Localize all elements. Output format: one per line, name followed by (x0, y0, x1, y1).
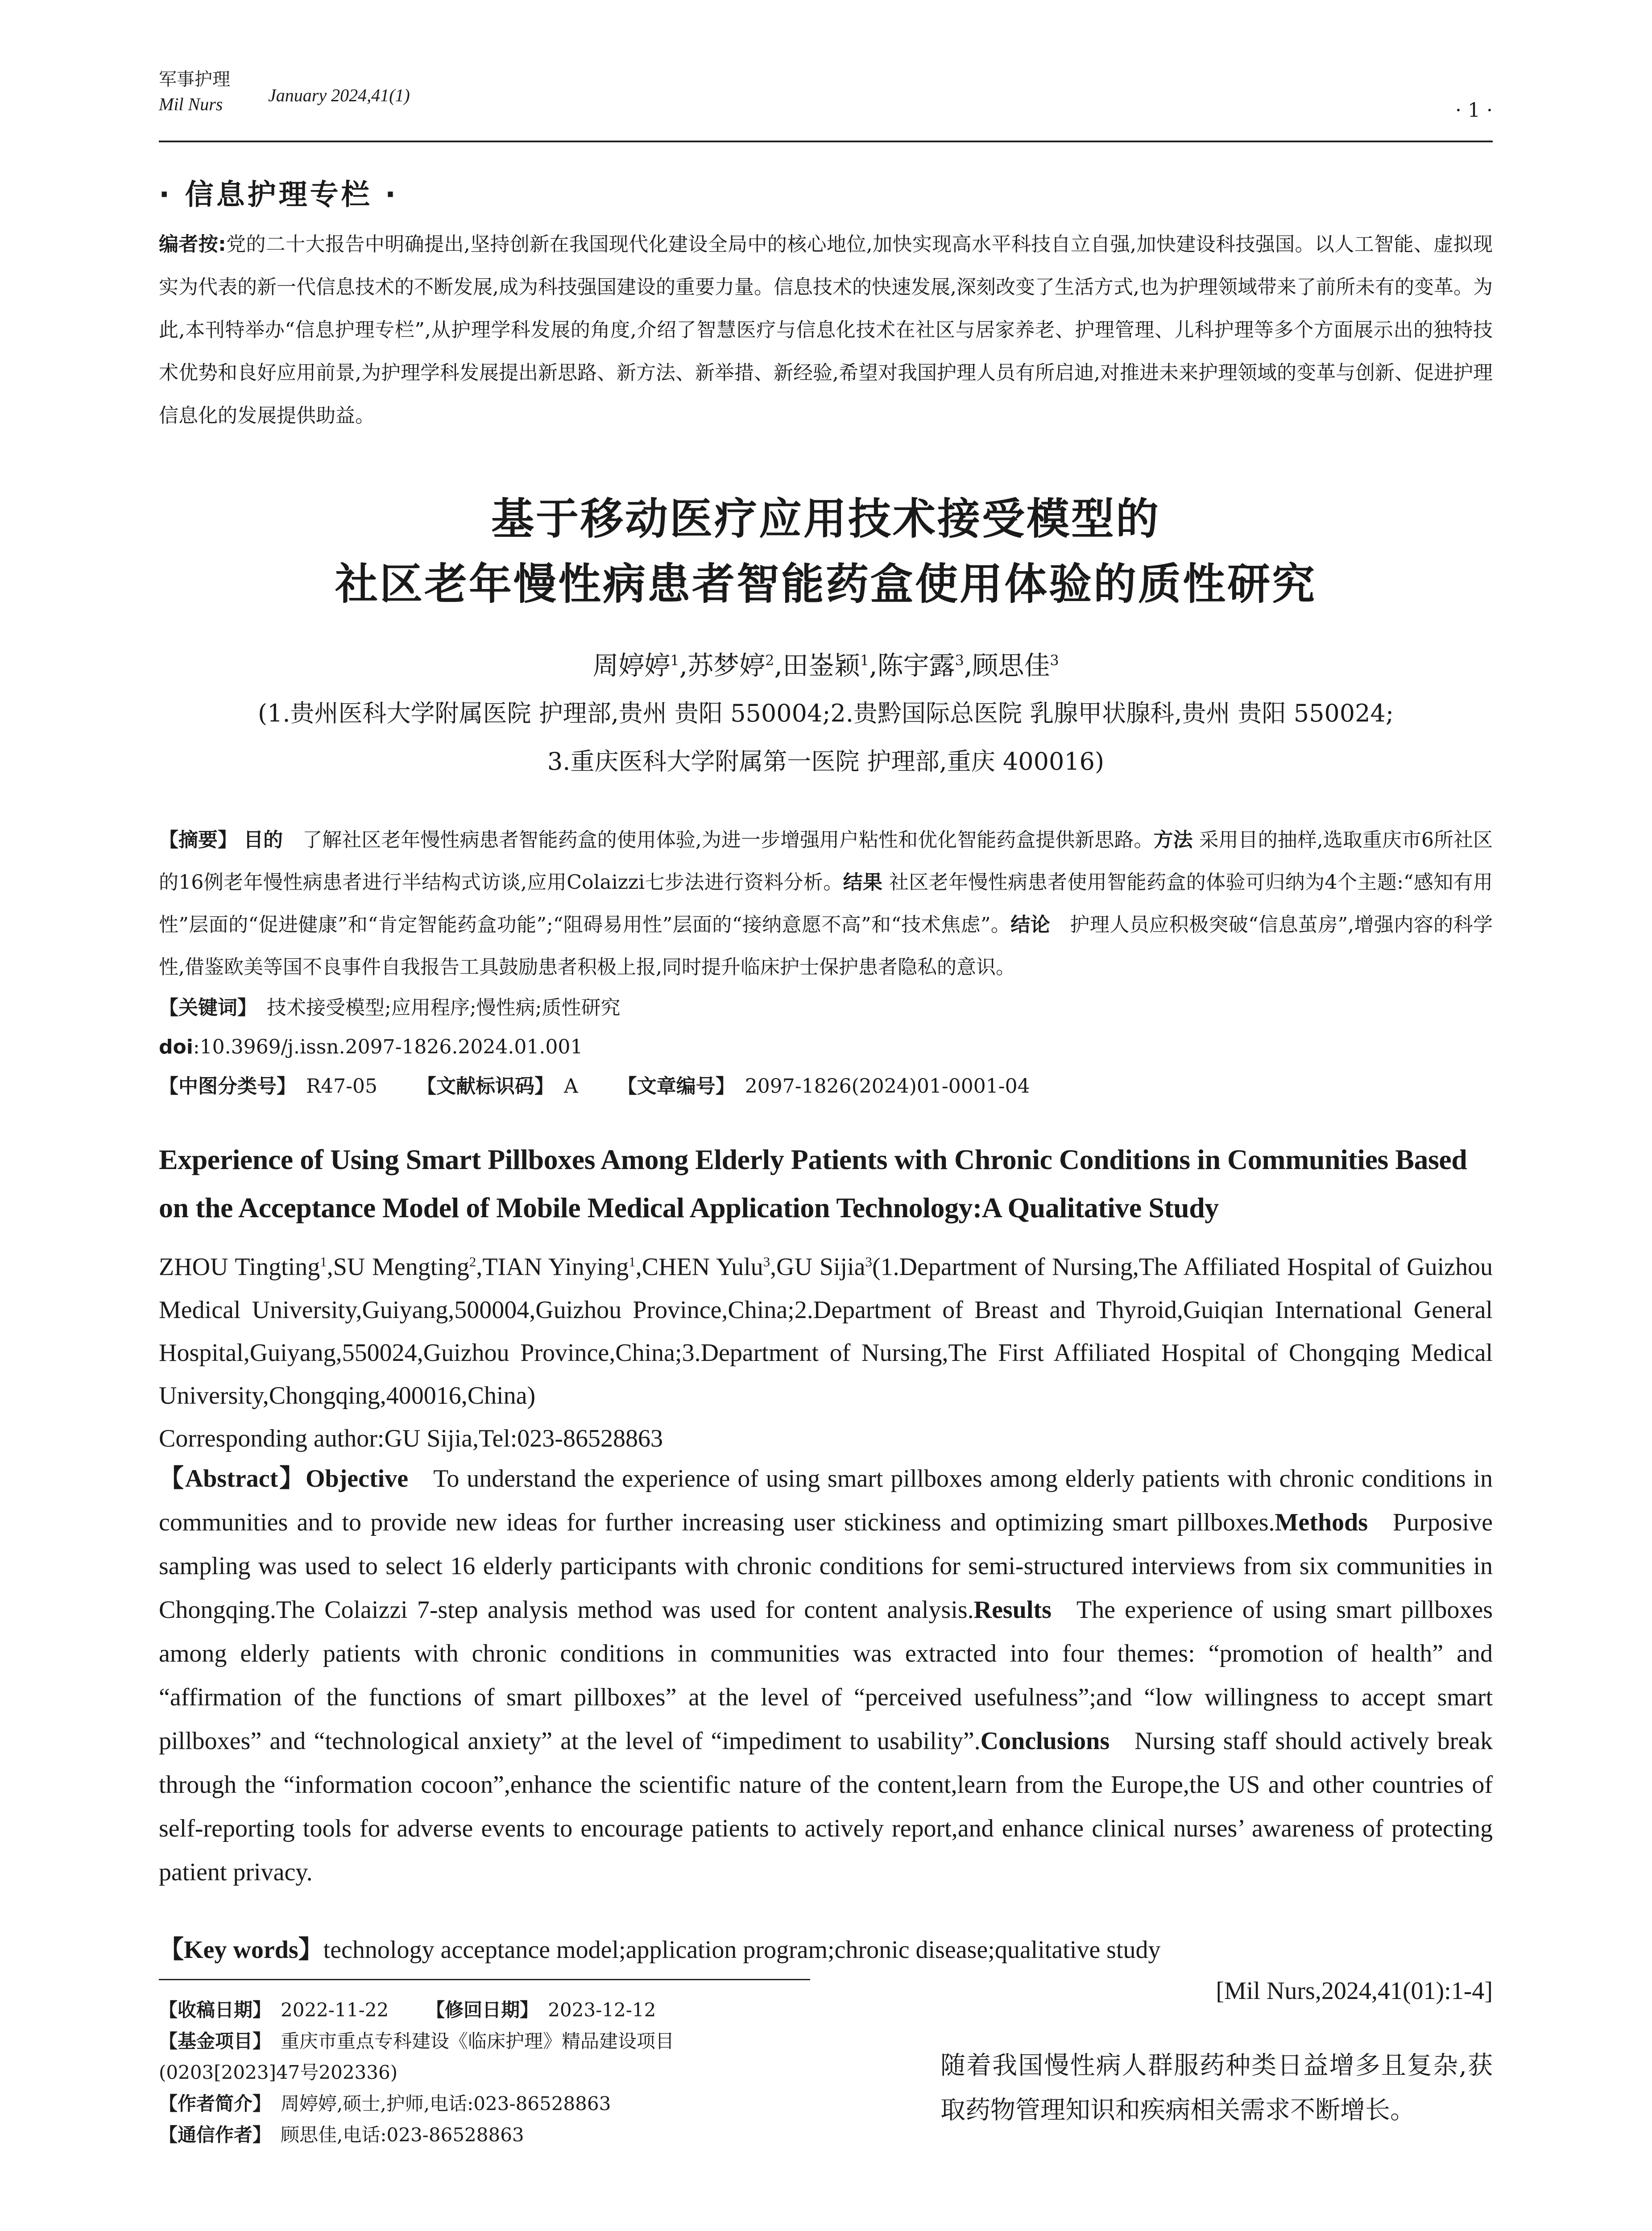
title-cn-line2: 社区老年慢性病患者智能药盒使用体验的质性研究 (335, 559, 1317, 609)
affiliations-cn (159, 689, 1493, 786)
author: 田崟颖 (782, 650, 860, 681)
affiliation-line1: (1.贵州医科大学附属医院 护理部,贵州 贵阳 550004;2.贵黔国际总医院 乳腺甲状腺科,贵州 贵阳 550024; (257, 699, 1394, 727)
author-en: CHEN Yulu (642, 1253, 763, 1281)
keywords-cn (159, 995, 1493, 1021)
methods-text: 采用目的抽样,选取重庆市6所社区的16例老年慢性病患者进行半结构式访谈,应用Colaizzi七步法进行资料分析。 (159, 829, 1493, 894)
objective-en-text: To understand the experience of using smart pillboxes among elderly patients with chronic conditions in communities and to provide new ideas for further increasing user stickiness and optimizing smart pillboxes. (159, 1465, 1493, 1536)
page-number: · 1 · (1455, 99, 1493, 122)
conclusion-text: 护理人员应积极突破“信息茧房”,增强内容的科学性,借鉴欧美等国不良事件自我报告工具鼓励患者积极上报,同时提升临床护士保护患者隐私的意识。 (159, 913, 1493, 979)
footnote-rule (159, 1979, 810, 1980)
clc-tag: 【中图分类号】 (159, 1075, 296, 1098)
results-text: 社区老年慢性病患者使用智能药盒的体验可归纳为4个主题:“感知有用性”层面的“促进健康”和“肯定智能药盒功能”;“阻碍易用性”层面的“接纳意愿不高”和“技术焦虑”。 (159, 871, 1493, 936)
revised-date: 【修回日期】 (426, 1999, 539, 2021)
author-en: TIAN Yinying (482, 1253, 629, 1281)
results-en-label: Results (973, 1596, 1052, 1624)
column-heading: · 信息护理专栏 · (159, 178, 399, 211)
corresponding-author-en: Corresponding author:GU Sijia,Tel:023-86528863 (159, 1424, 663, 1452)
author: 陈宇露 (877, 650, 955, 681)
keywords-tag: 【关键词】 (159, 996, 257, 1019)
abstract-cn (159, 819, 1493, 1100)
doi-text: :10.3969/j.issn.2097-1826.2024.01.001 (193, 1036, 583, 1058)
journal-name (159, 67, 230, 117)
body-text (890, 2044, 1493, 2133)
corresponding-author: 【通信作者】 顾思佳,电话:023-86528863 (159, 2124, 524, 2146)
abstract-cn-body (159, 819, 1493, 988)
doi-label: doi (159, 1036, 193, 1058)
keywords-en (159, 1932, 1493, 1968)
authors-en: ZHOU Tingting$^1$,SU Mengting$^2$,TIAN Yinying$^1$,CHEN Yulu$^3$,GU Sijia$^3$(1.Department of Nursing,The Affiliated Hospital of Guizhou Medical University,Guiyang,500004,Guizhou Province,China;2.Department of Breast and Thyroid,Guiqian International General Hospital,Guiyang,550024,Guizhou Province,China;3.Department of Nursing,The First Affiliated Hospital of Chongqing Medical University,Chongqing,400016,China) Corresponding author:GU Sijia,Tel:023-86528863 (159, 1240, 1493, 1460)
classification (159, 1073, 1493, 1100)
issue-info: January 2024,41(1) (268, 85, 410, 105)
conclusion-label: 结论 (1010, 913, 1051, 936)
objective-text: 了解社区老年慢性病患者智能药盒的使用体验,为进一步增强用户粘性和优化智能药盒提供新思路。 (302, 829, 1154, 851)
affiliation-line2: 3.重庆医科大学附属第一医院 护理部,重庆 400016) (547, 747, 1105, 775)
journal-name-cn: 军事护理 (159, 69, 230, 90)
author: 周婷婷 (592, 650, 671, 681)
author-en: SU Mengting (333, 1253, 469, 1281)
keywords-text: 技术接受模型;应用程序;慢性病;质性研究 (267, 996, 621, 1019)
results-en-text: The experience of using smart pillboxes among elderly patients with chronic conditions in communities was extracted into four themes: “promotion of health” and “affirmation of the functions of smart pillboxes” at the level of “perceived usefulness”;and “low willingness to accept smart pillboxes” and “technological anxiety” at the level of “impediment to usability”. (159, 1596, 1493, 1755)
keywords-en-tag: 【Key words】 (159, 1936, 323, 1964)
received-date: 【收稿日期】 2022-11-22 【修回日期】 2023-12-12 (159, 1999, 656, 2021)
article-no-tag: 【文章编号】 (617, 1075, 735, 1098)
author-bio: 【作者简介】 周婷婷,硕士,护师,电话:023-86528863 (159, 2093, 611, 2115)
editor-note-label: 编者按: (159, 233, 226, 256)
editor-note (159, 223, 1493, 437)
methods-en-label: Methods (1275, 1509, 1368, 1536)
abstract-en-tag: 【Abstract】 (159, 1465, 306, 1493)
author: 顾思佳 (972, 650, 1050, 681)
editor-note-text: 党的二十大报告中明确提出,坚持创新在我国现代化建设全局中的核心地位,加快实现高水平科技自立自强,加快建设科技强国。以人工智能、虚拟现实为代表的新一代信息技术的不断发展,成为科技强国建设的重要力量。信息技术的快速发展,深刻改变了生活方式,也为护理领域带来了前所未有的变革。为此,本刊特举办“信息护理专栏”,从护理学科发展的角度,介绍了智慧医疗与信息化技术在社区与居家养老、护理管理、儿科护理等多个方面展示出的独特技术优势和良好应用前景,为护理学科发展提出新思路、新方法、新举措、新经验,希望对我国护理人员有所启迪,对推进未来护理领域的变革与创新、促进护理信息化的发展提供助益。 (159, 233, 1493, 427)
objective-en-label: Objective (305, 1465, 409, 1493)
journal-page (159, 0, 1493, 2231)
keywords-en-text: technology acceptance model;application program;chronic disease;qualitative study (323, 1936, 1161, 1964)
authors-cn: 周婷婷$^1$,苏梦婷$^2$,田崟颖$^1$,陈宇露$^3$,顾思佳$^3$ (592, 650, 1059, 681)
objective-label: 目的 (244, 829, 283, 851)
doi (159, 1034, 1493, 1061)
article-title-en: Experience of Using Smart Pillboxes Among Elderly Patients with Chronic Conditions in Communities Based on the Acceptance Model of Mobile Medical Application Technology:A Qualitative Study (159, 1144, 1467, 1223)
abstract-tag: 【摘要】 (159, 829, 238, 851)
author-en: ZHOU Tingting (159, 1253, 320, 1281)
article-no-value: 2097-1826(2024)01-0001-04 (745, 1075, 1030, 1098)
article-title-cn (159, 486, 1493, 617)
title-cn-line1: 基于移动医疗应用技术接受模型的 (491, 494, 1160, 544)
results-label: 结果 (843, 871, 883, 894)
conclusions-en-text: Nursing staff should actively break through the “information cocoon”,enhance the scientific nature of the content,learn from the Europe,the US and other countries of self-reporting tools for adverse events to encourage patients to actively report,and enhance clinical nurses’ awareness of protecting patient privacy. (159, 1727, 1493, 1886)
abstract-en (159, 1457, 1493, 1894)
methods-label: 方法 (1153, 829, 1193, 851)
affiliations-en: (1.Department of Nursing,The Affiliated Hospital of Guizhou Medical University,Guiyang,500004,Guizhou Province,China;2.Department of Breast and Thyroid,Guiqian International General Hospital,Guiyang,550024,Guizhou Province,China;3.Department of Nursing,The First Affiliated Hospital of Chongqing Medical University,Chongqing,400016,China) (159, 1253, 1493, 1410)
footnotes (159, 1995, 810, 2151)
citation: [Mil Nurs,2024,41(01):1-4] (1216, 1977, 1493, 2005)
author-en: GU Sijia (776, 1253, 865, 1281)
body-paragraph: 随着我国慢性病人群服药种类日益增多且复杂,获取药物管理知识和疾病相关需求不断增长。 (940, 2051, 1493, 2125)
conclusions-en-label: Conclusions (980, 1727, 1110, 1755)
methods-en-text: Purposive sampling was used to select 16 elderly participants with chronic conditions for semi-structured interviews from six communities in Chongqing.The Colaizzi 7-step analysis method was used for content analysis. (159, 1509, 1493, 1624)
fund-project: 【基金项目】 重庆市重点专科建设《临床护理》精品建设项目(0203[2023]47号202336) (159, 2030, 675, 2083)
clc-value: R47-05 (306, 1075, 377, 1098)
header-rule (159, 141, 1493, 142)
doc-code-tag: 【文献标识码】 (416, 1075, 554, 1098)
journal-name-en: Mil Nurs (159, 94, 223, 114)
doc-code-value: A (563, 1075, 578, 1098)
author: 苏梦婷 (687, 650, 766, 681)
